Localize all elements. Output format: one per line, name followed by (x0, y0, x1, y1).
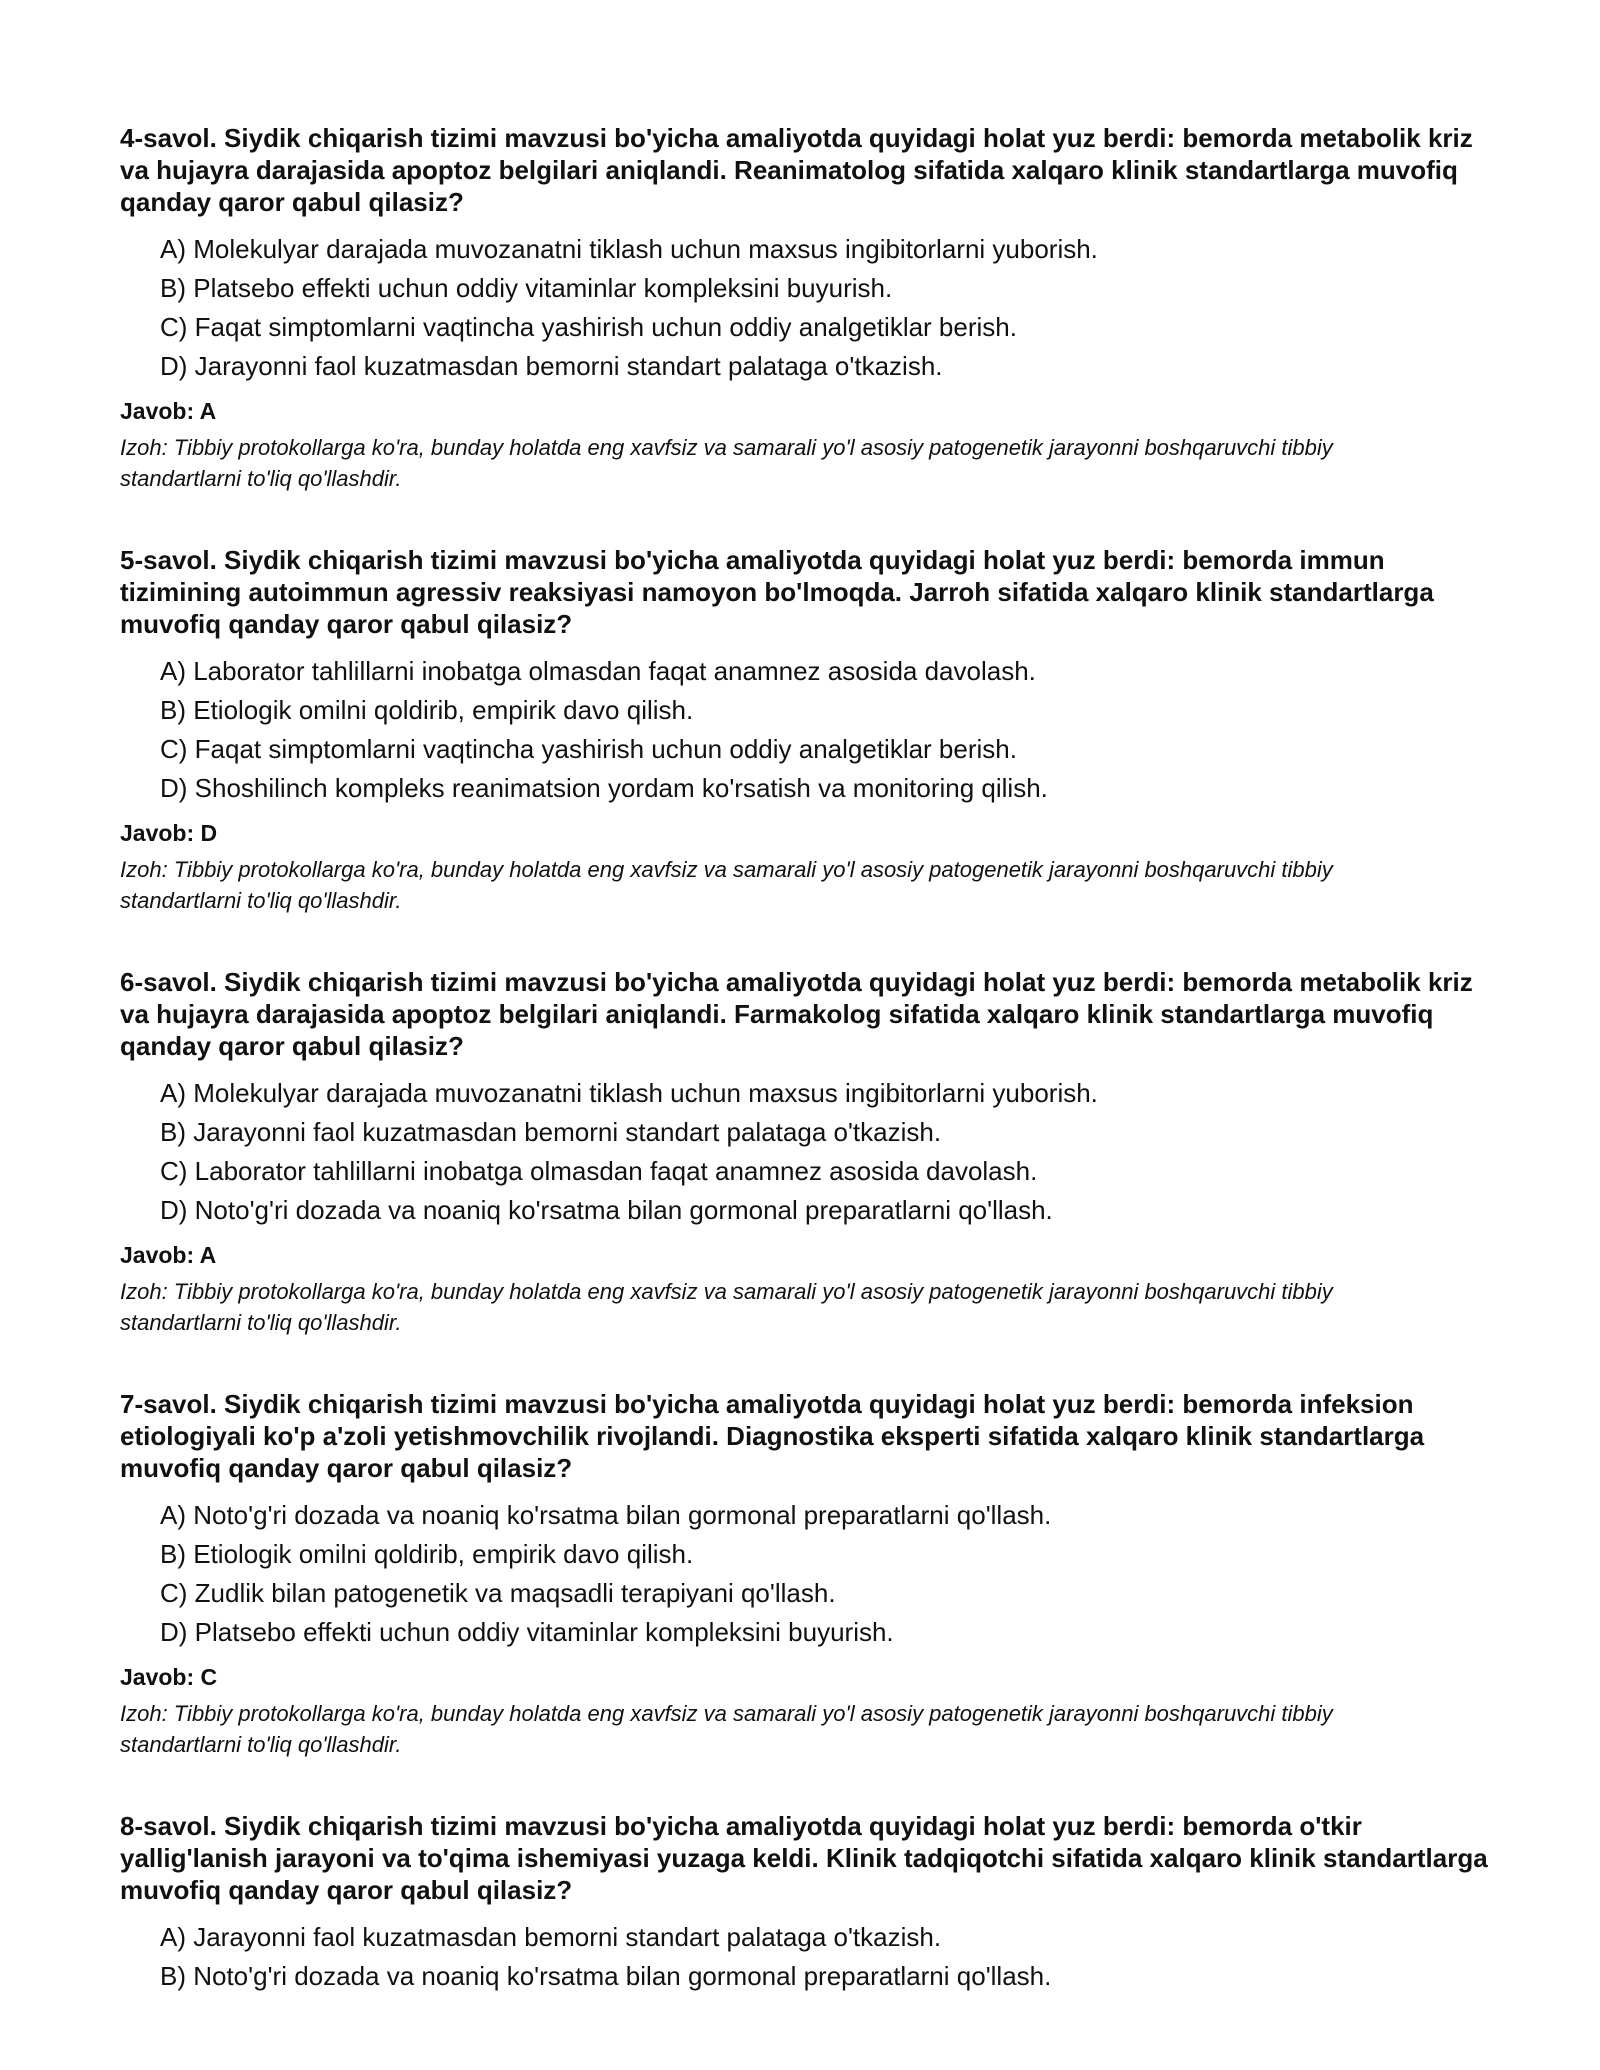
option-b: B) Etiologik omilni qoldirib, empirik davo qilish. (160, 695, 694, 725)
option-b: B) Platsebo effekti uchun oddiy vitaminlar kompleksini buyurish. (160, 273, 893, 303)
option-c: C) Faqat simptomlarni vaqtincha yashirish uchun oddiy analgetiklar berish. (160, 312, 1017, 342)
option-a: A) Molekulyar darajada muvozanatni tiklash uchun maxsus ingibitorlarni yuborish. (160, 1078, 1098, 1108)
option-c: C) Zudlik bilan patogenetik va maqsadli terapiyani qo'llash. (160, 1578, 836, 1608)
explanation-note: Izoh: Tibbiy protokollarga ko'ra, bunday holatda eng xavfsiz va samarali yo'l asosiy patogenetik jarayonni boshqaruvchi tibbiy standartlarni to'liq qo'llashdir. (120, 435, 1333, 491)
question-title: 4-savol. Siydik chiqarish tizimi mavzusi bo'yicha amaliyotda quyidagi holat yuz berdi: bemorda metabolik kriz va hujayra darajasida apoptoz belgilari aniqlandi. Reanimatolog sifatida xalqaro klinik standartlarga muvofiq qanday qaror qabul qilasiz? (120, 123, 1473, 217)
answer-label: Javob: A (120, 1242, 217, 1268)
option-list (120, 1074, 1490, 1230)
question-block-6 (120, 966, 1490, 1338)
explanation-note: Izoh: Tibbiy protokollarga ko'ra, bunday holatda eng xavfsiz va samarali yo'l asosiy patogenetik jarayonni boshqaruvchi tibbiy standartlarni to'liq qo'llashdir. (120, 1279, 1333, 1335)
option-list (120, 652, 1490, 808)
option-c: C) Faqat simptomlarni vaqtincha yashirish uchun oddiy analgetiklar berish. (160, 734, 1017, 764)
option-a: A) Noto'g'ri dozada va noaniq ko'rsatma bilan gormonal preparatlarni qo'llash. (160, 1500, 1052, 1530)
option-d: D) Noto'g'ri dozada va noaniq ko'rsatma bilan gormonal preparatlarni qo'llash. (160, 1195, 1053, 1225)
question-title: 8-savol. Siydik chiqarish tizimi mavzusi bo'yicha amaliyotda quyidagi holat yuz berdi: bemorda o'tkir yallig'lanish jarayoni va to'qima ishemiyasi yuzaga keldi. Klinik tadqiqotchi sifatida xalqaro klinik standartlarga muvofiq qanday qaror qabul qilasiz? (120, 1811, 1488, 1905)
question-title: 5-savol. Siydik chiqarish tizimi mavzusi bo'yicha amaliyotda quyidagi holat yuz berdi: bemorda immun tizimining autoimmun agressiv reaksiyasi namoyon bo'lmoqda. Jarroh sifatida xalqaro klinik standartlarga muvofiq qanday qaror qabul qilasiz? (120, 545, 1434, 639)
answer-label: Javob: C (120, 1664, 218, 1690)
document-page (120, 122, 1490, 2046)
option-b: B) Etiologik omilni qoldirib, empirik davo qilish. (160, 1539, 694, 1569)
option-b: B) Jarayonni faol kuzatmasdan bemorni standart palataga o'tkazish. (160, 1117, 942, 1147)
option-b: B) Noto'g'ri dozada va noaniq ko'rsatma bilan gormonal preparatlarni qo'llash. (160, 1961, 1052, 1991)
question-block-4 (120, 122, 1490, 494)
question-block-5 (120, 544, 1490, 916)
explanation-note: Izoh: Tibbiy protokollarga ko'ra, bunday holatda eng xavfsiz va samarali yo'l asosiy patogenetik jarayonni boshqaruvchi tibbiy standartlarni to'liq qo'llashdir. (120, 1701, 1333, 1757)
option-d: D) Shoshilinch kompleks reanimatsion yordam ko'rsatish va monitoring qilish. (160, 773, 1048, 803)
option-c: C) Laborator tahlillarni inobatga olmasdan faqat anamnez asosida davolash. (160, 1156, 1038, 1186)
question-title: 7-savol. Siydik chiqarish tizimi mavzusi bo'yicha amaliyotda quyidagi holat yuz berdi: bemorda infeksion etiologiyali ko'p a'zoli yetishmovchilik rivojlandi. Diagnostika eksperti sifatida xalqaro klinik standartlarga muvofiq qanday qaror qabul qilasiz? (120, 1389, 1425, 1483)
answer-label: Javob: D (120, 820, 218, 846)
explanation-note: Izoh: Tibbiy protokollarga ko'ra, bunday holatda eng xavfsiz va samarali yo'l asosiy patogenetik jarayonni boshqaruvchi tibbiy standartlarni to'liq qo'llashdir. (120, 857, 1333, 913)
question-block-7 (120, 1388, 1490, 1760)
option-list (120, 1496, 1490, 1652)
answer-label: Javob: A (120, 398, 217, 424)
option-a: A) Jarayonni faol kuzatmasdan bemorni standart palataga o'tkazish. (160, 1922, 942, 1952)
option-a: A) Molekulyar darajada muvozanatni tiklash uchun maxsus ingibitorlarni yuborish. (160, 234, 1098, 264)
option-d: D) Platsebo effekti uchun oddiy vitaminlar kompleksini buyurish. (160, 1617, 894, 1647)
option-a: A) Laborator tahlillarni inobatga olmasdan faqat anamnez asosida davolash. (160, 656, 1036, 686)
question-title: 6-savol. Siydik chiqarish tizimi mavzusi bo'yicha amaliyotda quyidagi holat yuz berdi: bemorda metabolik kriz va hujayra darajasida apoptoz belgilari aniqlandi. Farmakolog sifatida xalqaro klinik standartlarga muvofiq qanday qaror qabul qilasiz? (120, 967, 1473, 1061)
question-block-8 (120, 1810, 1490, 1996)
option-list (120, 1918, 1490, 1996)
option-d: D) Jarayonni faol kuzatmasdan bemorni standart palataga o'tkazish. (160, 351, 943, 381)
option-list (120, 230, 1490, 386)
